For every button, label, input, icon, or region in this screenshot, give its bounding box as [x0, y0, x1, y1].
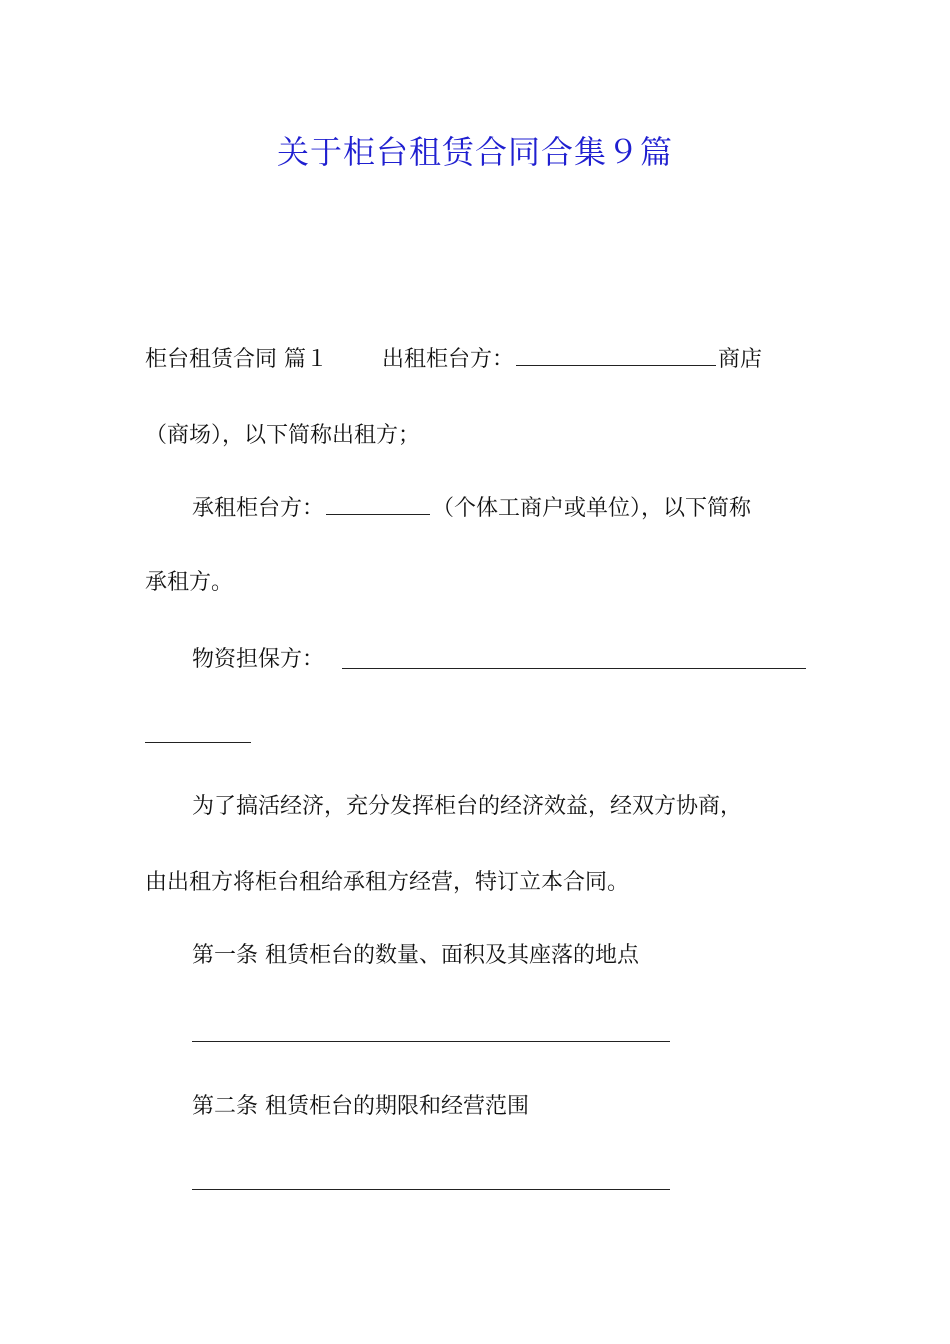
lessee-blank: [326, 492, 430, 515]
lessor-blank: [516, 343, 716, 366]
paragraph-lessor: [145, 343, 810, 377]
lessee-suffix: （个体工商户或单位），以下简称: [432, 496, 752, 521]
contract-heading: 柜台租赁合同 篇１: [145, 347, 328, 372]
lessee-label: 承租柜台方：: [192, 496, 325, 521]
paragraph-lessor-cont: （商场），以下简称出租方；: [145, 423, 421, 448]
article-2-blank: [192, 1189, 670, 1190]
paragraph-purpose-cont: 由出租方将柜台租给承租方经营，特订立本合同。: [145, 870, 630, 895]
article-1-blank: [192, 1041, 670, 1042]
guarantor-label: 物资担保方：: [192, 647, 325, 672]
paragraph-guarantor: [192, 643, 810, 677]
article-1-heading: 第一条 租赁柜台的数量、面积及其座落的地点: [192, 943, 639, 968]
paragraph-purpose: 为了搞活经济，充分发挥柜台的经济效益，经双方协商，: [192, 794, 743, 819]
guarantor-blank: [342, 668, 806, 669]
document-title: 关于柜台租赁合同合集９篇: [276, 133, 673, 171]
lessor-label: 出租柜台方：: [382, 347, 515, 372]
guarantor-blank-cont: [145, 742, 251, 743]
paragraph-lessee: [192, 492, 810, 526]
paragraph-lessee-cont: 承租方。: [145, 570, 234, 595]
lessor-suffix: 商店: [718, 347, 763, 372]
article-2-heading: 第二条 租赁柜台的期限和经营范围: [192, 1094, 529, 1119]
